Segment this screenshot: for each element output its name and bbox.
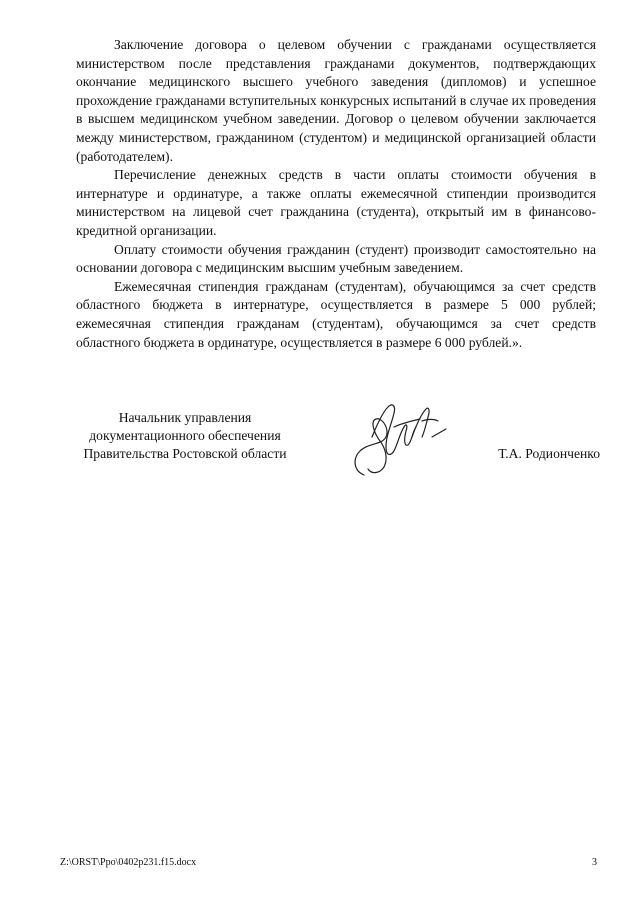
handwritten-signature: [342, 397, 452, 481]
signature-block: [60, 409, 600, 489]
page-number: 3: [592, 857, 597, 868]
paragraph-monthly-stipend: Ежемесячная стипендия гражданам (студентам), обучающимся за счет средств областного бюджета в интернатуре, осуществляется в размере 5 000 рублей; ежемесячная стипендия гражданам (студентам), обучающимся за счет средств областного бюджета в ординатуре, осуществляется в размере 6 000 рублей.».: [76, 278, 596, 350]
paragraph-funds-transfer: Перечисление денежных средств в части оплаты стоимости обучения в интернатуре и ординатуре, а также оплаты ежемесячной стипендии производится министерством на лицевой счет гражданина (студента), открытый им в финансово-кредитной организации.: [76, 167, 596, 238]
signer-name: Т.А. Родионченко: [498, 446, 600, 461]
footer-file-path: Z:\ORST\Ppo\0402p231.f15.docx: [60, 857, 197, 868]
signer-title-line: Правительства Ростовской области: [83, 446, 287, 461]
signer-title: [60, 409, 310, 463]
paragraph-tuition-payment: Оплату стоимости обучения гражданин (студент) производит самостоятельно на основании договора с медицинским высшим учебным заведением.: [76, 241, 596, 276]
signer-title-line: Начальник управления: [118, 410, 252, 425]
signer-title-line: документационного обеспечения: [89, 428, 281, 443]
document-body: [76, 36, 596, 352]
paragraph-contract-conclusion: Заключение договора о целевом обучении с гражданами осуществляется министерством после представления гражданами документов, подтверждающих окончание медицинского высшего учебного заведения (дипломов) и успешное прохождение гражданами вступительных конкурсных испытаний в случае их проведения в высшем медицинском учебном заведении. Договор о целевом обучении заключается между министерством, гражданином (студентом) и медицинской организацией области (работодателем).: [76, 37, 596, 164]
